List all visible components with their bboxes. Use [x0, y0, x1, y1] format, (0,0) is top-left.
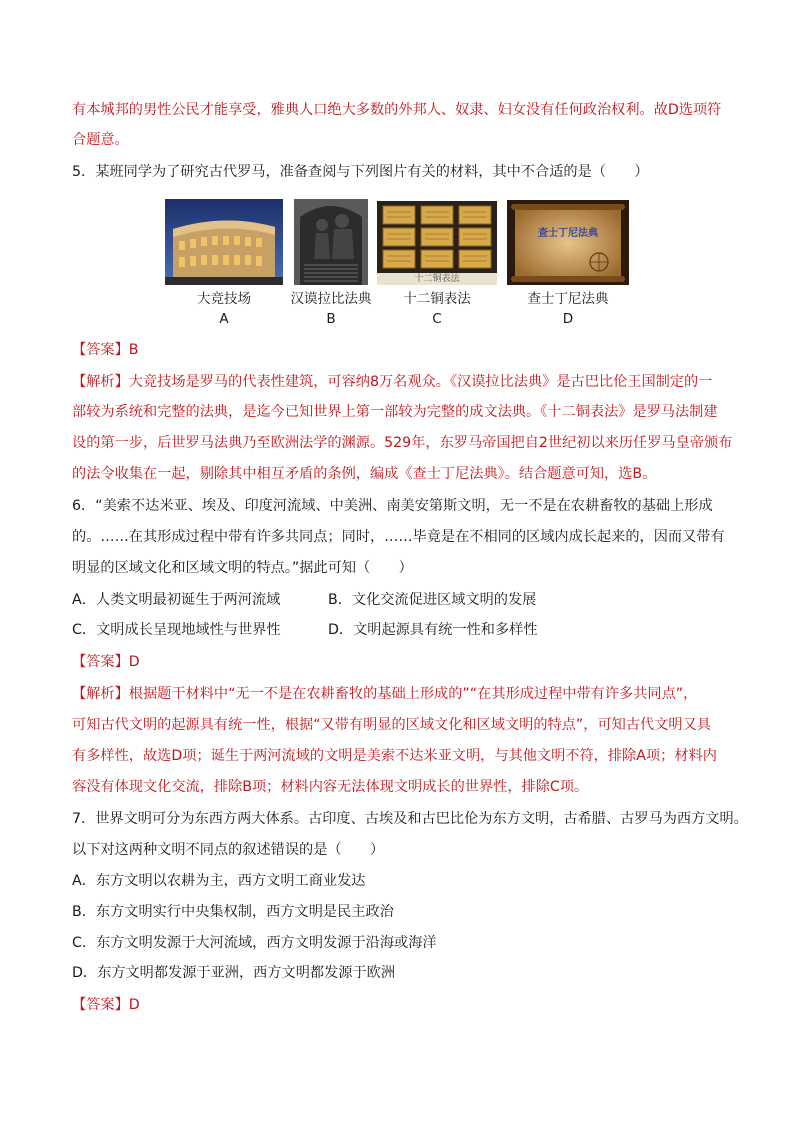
explanation-line: 的法令收集在一起，剔除其中相互矛盾的条例，编成《查士丁尼法典》。结合题意可知，选B。 — [72, 466, 657, 482]
explanation-6 — [72, 684, 732, 704]
explanation-line: 部较为系统和完整的法典，是迄今已知世界上第一部较为完整的成文法典。《十二铜表法》是罗马法制建 — [72, 404, 718, 420]
answer-label: 【答案】 — [72, 654, 129, 670]
figure-letter: A — [219, 311, 229, 327]
explanation-text: 根据题干材料中“无一不是在农耕畜牧的基础上形成的”“在其形成过程中带有许多共同点”， — [128, 686, 698, 702]
answer-7 — [72, 995, 732, 1015]
question-7: 7．世界文明可分为东西方两大体系。古印度、古埃及和古巴比伦为东方文明，古希腊、古罗马为西方文明。 — [72, 811, 748, 827]
figure-caption: 大竞技场 — [197, 291, 251, 307]
explanation-label: 【解析】 — [72, 374, 129, 390]
explanation-line: 容没有体现文化交流，排除B项；材料内容无法体现文明成长的世界性，排除C项。 — [72, 779, 589, 795]
option-a: A．人类文明最初诞生于两河流域 — [72, 592, 281, 608]
figure-letter: C — [432, 311, 442, 327]
twelve-tables-inner-label: 十二铜表法 — [377, 273, 497, 285]
option-d: D．东方文明都发源于亚洲，西方文明都发源于欧洲 — [72, 965, 396, 981]
option-c: C．文明成长呈现地域性与世界性 — [72, 622, 281, 638]
option-c: C．东方文明发源于大河流域，西方文明发源于沿海或海洋 — [72, 935, 437, 951]
answer-value: D — [128, 654, 140, 670]
question-line: 以下对这两种文明不同点的叙述错误的是（ ） — [72, 842, 385, 858]
figure-caption: 汉谟拉比法典 — [290, 291, 372, 307]
hammurabi-stele-image — [294, 199, 368, 285]
question-6: 6．“美索不达米亚、埃及、印度河流域、中美洲、南美安第斯文明，无一不是在农耕畜牧的基础上形成 — [72, 498, 713, 514]
explanation-line: 有多样性，故选D项；诞生于两河流域的文明是美索不达米亚文明，与其他文明不符，排除A项；材料内 — [72, 748, 717, 764]
twelve-tables-image — [377, 201, 497, 285]
figure-letter: D — [562, 311, 574, 327]
explanation-line: 有本城邦的男性公民才能享受，雅典人口绝大多数的外邦人、奴隶、妇女没有任何政治权利。故D选项符 — [72, 102, 722, 118]
answer-label: 【答案】 — [72, 342, 129, 358]
question-line: 明显的区域文化和区域文明的特点。”据此可知（ ） — [72, 560, 413, 576]
answer-6 — [72, 652, 732, 672]
question-line: 的。……在其形成过程中带有许多共同点；同时，……毕竟是在不相同的区域内成长起来的，因而又带有 — [72, 529, 725, 545]
explanation-line: 合题意。 — [72, 132, 129, 148]
explanation-line: 设的第一步，后世罗马法典乃至欧洲法学的渊源。529年，东罗马帝国把自2世纪初以来历任罗马皇帝颁布 — [72, 435, 733, 451]
answer-value: D — [128, 997, 140, 1013]
answer-5 — [72, 340, 732, 360]
answer-label: 【答案】 — [72, 997, 129, 1013]
option-b: B．东方文明实行中央集权制，西方文明是民主政治 — [72, 904, 394, 920]
option-b: B．文化交流促进区域文明的发展 — [328, 592, 537, 608]
option-a: A．东方文明以农耕为主，西方文明工商业发达 — [72, 873, 366, 889]
answer-value: B — [128, 342, 139, 358]
option-d: D．文明起源具有统一性和多样性 — [328, 622, 538, 638]
explanation-line: 可知古代文明的起源具有统一性，根据“又带有明显的区域文化和区域文明的特点”，可知古代文明又具 — [72, 717, 711, 733]
justinian-code-inner-label: 查士丁尼法典 — [538, 228, 598, 239]
explanation-5 — [72, 372, 732, 392]
figure-caption: 十二铜表法 — [403, 291, 471, 307]
figure-caption: 查士丁尼法典 — [527, 291, 609, 307]
colosseum-image — [165, 199, 283, 285]
explanation-label: 【解析】 — [72, 686, 129, 702]
explanation-text: 大竞技场是罗马的代表性建筑，可容纳8万名观众。《汉谟拉比法典》是古巴比伦王国制定的一 — [128, 374, 713, 390]
justinian-code-image — [507, 200, 629, 285]
question-5: 5．某班同学为了研究古代罗马，准备查阅与下列图片有关的材料，其中不合适的是（ ） — [72, 164, 649, 180]
figure-letter: B — [326, 311, 336, 327]
